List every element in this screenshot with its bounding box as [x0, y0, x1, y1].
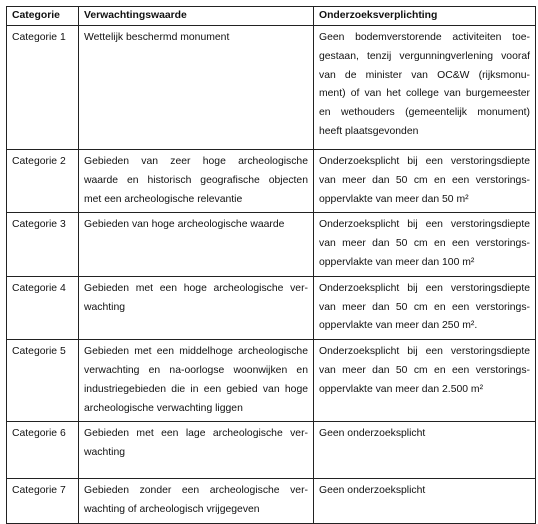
cell-text-line: wachting [84, 301, 126, 313]
cell-onderzoek [314, 422, 536, 479]
table-row [7, 150, 536, 213]
cell-text-line: Onderzoeksplicht bij een verstoringsdiepte [319, 346, 530, 358]
cell-text-line: Geen onderzoeksplicht [319, 428, 426, 440]
cell-categorie: Categorie 7 [7, 479, 79, 524]
cell-text-line: Geen bodemverstorende activiteiten toe- [319, 32, 530, 43]
cell-text-line: Onderzoeksplicht bij een verstoringsdiepte [319, 156, 530, 167]
cell-verwachting [79, 150, 314, 213]
cell-text-line: verwachting en na-oorlogse woonwijken en [84, 364, 308, 376]
cell-text-line: van meer dan 50 cm en een verstorings- [319, 364, 530, 376]
table-row [7, 213, 536, 276]
cell-text-line: oppervlakte van meer dan 250 m². [319, 320, 478, 332]
cell-verwachting [79, 340, 314, 422]
cell-text-line: van de minister van OC&W (rijksmonu- [319, 69, 530, 81]
header-categorie: Categorie [7, 7, 79, 26]
cell-text-line: wachting [84, 447, 126, 459]
cell-onderzoek [314, 26, 536, 150]
cell-text-line: Onderzoeksplicht bij een verstoringsdiepte [319, 282, 530, 294]
cell-verwachting [79, 213, 314, 276]
cell-text-line: van meer dan 50 cm en een verstorings- [319, 174, 530, 186]
cell-text-line: oppervlakte van meer dan 2.500 m² [319, 383, 484, 395]
cell-text-line: van meer dan 50 cm en een verstorings- [319, 301, 530, 313]
table-row [7, 479, 536, 524]
cell-verwachting [79, 479, 314, 524]
cell-text-line: van meer dan 50 cm en een verstorings- [319, 238, 530, 250]
cell-verwachting [79, 26, 314, 150]
cell-text-line: industriegebieden die in een gebied van hoge [84, 383, 308, 395]
cell-categorie: Categorie 1 [7, 26, 79, 150]
table-row [7, 276, 536, 339]
cell-categorie: Categorie 4 [7, 276, 79, 339]
table-row [7, 340, 536, 422]
cell-text-line: oppervlakte van meer dan 50 m² [319, 193, 469, 205]
cell-verwachting [79, 422, 314, 479]
cell-text-line: Gebieden zonder een archeologische ver- [84, 485, 308, 497]
cell-categorie: Categorie 6 [7, 422, 79, 479]
table-header-row [7, 7, 536, 26]
cell-text-line: Gebieden met een middelhoge archeologische [84, 346, 308, 358]
cell-text-line: met een archeologische relevantie [84, 193, 243, 205]
cell-text-line: gestaan, tenzij vergunningverlening vooraf [319, 50, 530, 62]
cell-text-line: Geen onderzoeksplicht [319, 485, 426, 497]
cell-text-line: wachting of archeologisch vrijgegeven [84, 504, 260, 516]
cell-text-line: Gebieden van zeer hoge archeologische [84, 156, 308, 167]
archaeology-category-table [6, 6, 536, 524]
cell-text-line: en wethouders (gemeentelijk monument) [319, 107, 530, 119]
cell-categorie: Categorie 2 [7, 150, 79, 213]
cell-text-line: Onderzoeksplicht bij een verstoringsdiepte [319, 219, 530, 231]
cell-verwachting [79, 276, 314, 339]
table-row [7, 422, 536, 479]
cell-categorie: Categorie 3 [7, 213, 79, 276]
cell-text-line: archeologische verwachting liggen [84, 402, 243, 414]
cell-onderzoek [314, 276, 536, 339]
cell-text-line: heeft plaatsgevonden [319, 125, 419, 137]
cell-text-line: oppervlakte van meer dan 100 m² [319, 256, 475, 268]
table-row [7, 26, 536, 150]
cell-text-line: ment) of van het college van burgemeester [319, 88, 530, 100]
cell-onderzoek [314, 479, 536, 524]
cell-categorie: Categorie 5 [7, 340, 79, 422]
cell-text-line: waarde en historisch geografische objecten [84, 174, 308, 186]
cell-text-line: Gebieden van hoge archeologische waarde [84, 219, 285, 231]
cell-onderzoek [314, 340, 536, 422]
header-verwachtingswaarde: Verwachtingswaarde [79, 7, 314, 26]
cell-text-line: Gebieden met een hoge archeologische ver- [84, 282, 308, 294]
cell-onderzoek [314, 150, 536, 213]
cell-text-line: Gebieden met een lage archeologische ver- [84, 428, 308, 440]
cell-text-line: Wettelijk beschermd monument [84, 32, 230, 43]
header-onderzoeksverplichting: Onderzoeksverplichting [314, 7, 536, 26]
cell-onderzoek [314, 213, 536, 276]
